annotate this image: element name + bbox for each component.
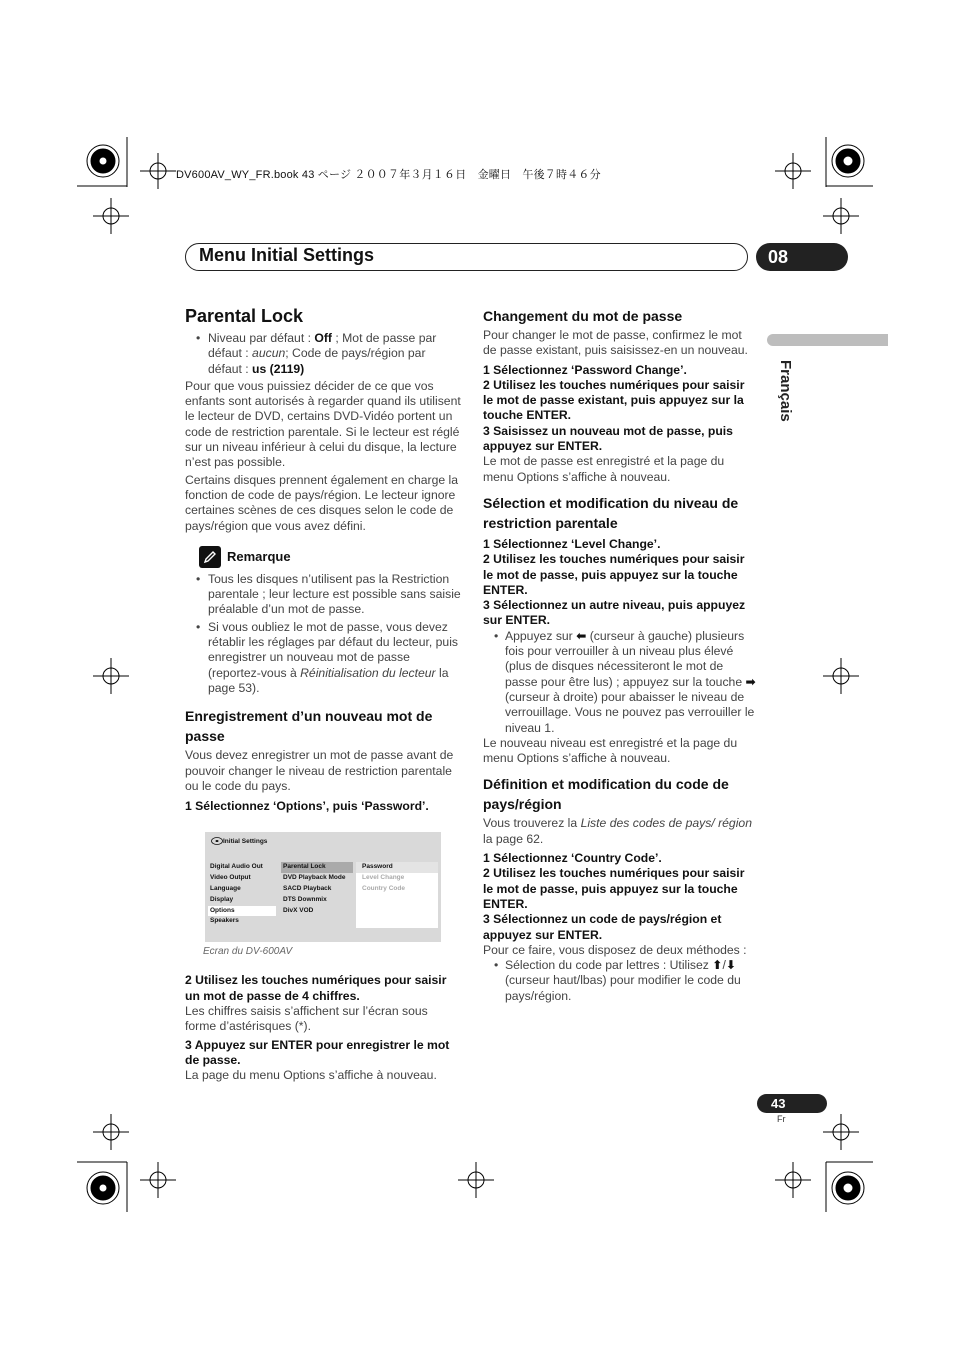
settings-screenshot <box>205 832 441 942</box>
screen-menu-item: SACD Playback <box>283 885 332 893</box>
screen-menu-main <box>208 862 276 927</box>
intro-paragraph: Pour que vous puissiez décider de ce que vos enfants sont autorisés à regarder quand ils utilisent le lecteur de DVD, certains DVD-Vidéo portent un code de restriction parentale. Si le lecteur est réglé sur un niveau inférieur à celui du disque, la lecture n’est pas possible. <box>185 378 461 470</box>
screen-menu-item: Video Output <box>210 874 251 882</box>
left-arrow-icon: ⬅ <box>576 628 587 643</box>
screenshot-caption: Ecran du DV-600AV <box>203 946 293 958</box>
screen-menu-options <box>281 862 353 916</box>
change-password-paragraph: Pour changer le mot de passe, confirmez le mot de passe existant, puis saisissez-en un nouveau. <box>483 328 748 358</box>
step-1: 1 Sélectionnez ‘Options’, puis ‘Password’. <box>185 799 429 814</box>
step-3: 3 Sélectionnez un autre niveau, puis appuyez sur ENTER. <box>483 598 746 628</box>
note-title: Remarque <box>227 549 291 565</box>
screen-menu-item: Display <box>210 895 234 903</box>
step-2: 2 Utilisez les touches numériques pour saisir le mot de passe, puis appuyez sur la touche ENTER. <box>483 552 745 597</box>
note-item: • Tous les disques n’utilisent pas la Restriction parentale ; leur lecture est possible sans saisie préalable d’un mot de passe. <box>185 572 461 618</box>
step-2: 2 Utilisez les touches numériques pour saisir un mot de passe de 4 chiffres. <box>185 973 447 1003</box>
step-1: 1 Sélectionnez ‘Level Change’. <box>483 536 661 551</box>
disc-icon <box>211 837 223 845</box>
screen-menu-item: DivX VOD <box>283 906 314 914</box>
step-2: 2 Utilisez les touches numériques pour saisir le mot de passe, puis appuyez sur la touche ENTER. <box>483 866 745 911</box>
subheading-change-password: Changement du mot de passe <box>483 308 683 324</box>
step-3-paragraph: Le mot de passe est enregistré et la page du menu Options s’affiche à nouveau. <box>483 454 725 484</box>
screen-menu-item: DVD Playback Mode <box>283 874 346 882</box>
screen-title: Initial Settings <box>223 838 268 846</box>
note-header <box>199 546 461 568</box>
level-bullet: • Appuyez sur ⬅ (curseur à gauche) plusieurs fois pour verrouiller à un niveau plus élevé (plus de disques nécessiteront le mot de passe pour être lus) ; appuyez sur la touche ➡ (curseur à droite) pour abaisser le niveau de verrouillage. Vous ne pouvez pas verrouiller le niveau 1. <box>483 629 757 736</box>
chapter-number: 08 <box>756 243 848 271</box>
screen-menu-item: Level Change <box>362 874 405 882</box>
page-language: Fr <box>777 1114 786 1124</box>
step-3: 3 Appuyez sur ENTER pour enregistrer le mot de passe. <box>185 1037 450 1067</box>
step-2: 2 Utilisez les touches numériques pour saisir le mot de passe existant, puis appuyez sur la touche ENTER. <box>483 377 745 423</box>
screen-menu-parental <box>356 862 438 928</box>
country-code-paragraph: Vous trouverez la Liste des codes de pays/ région la page 62. <box>483 816 752 846</box>
country-bullet: • Sélection du code par lettres : Utilisez ⬆/⬇ (curseur haut/lbas) pour modifier le code du pays/région. <box>483 958 757 1004</box>
step-1: 1 Sélectionnez ‘Password Change’. <box>483 362 687 377</box>
print-header: DV600AV_WY_FR.book 43 ページ ２００７年３月１６日 金曜日 午後７時４６分 <box>176 169 601 181</box>
left-column <box>185 306 461 1084</box>
subheading-country-code: Définition et modification du code de pays/région <box>483 776 729 813</box>
step-1: 1 Sélectionnez ‘Country Code’. <box>483 851 662 866</box>
note-pencil-icon <box>199 546 221 568</box>
step-3-paragraph: Pour ce faire, vous disposez de deux méthodes : <box>483 942 747 957</box>
screen-menu-item: Country Code <box>362 885 405 893</box>
note-item: • Si vous oubliez le mot de passe, vous devez rétablir les réglages par défaut du lecteur, puis enregistrer un nouveau mot de passe (reportez-vous à Réinitialisation du lecteur la page 53). <box>185 620 461 696</box>
level-paragraph: Le nouveau niveau est enregistré et la page du menu Options s’affiche à nouveau. <box>483 735 738 766</box>
up-arrow-icon: ⬆ <box>712 958 723 973</box>
subheading-level: Sélection et modification du niveau de restriction parentale <box>483 494 739 531</box>
screen-menu-item: Speakers <box>210 917 239 925</box>
section-title-parental-lock: Parental Lock <box>185 306 304 326</box>
screen-menu-item: DTS Downmix <box>283 895 327 903</box>
region-paragraph: Certains disques prennent également en charge la fonction de code de pays/région. Le lecteur ignore certaines scènes de ces disques selon le code de pays/région que vous avez défini. <box>185 472 459 533</box>
screen-menu-item: Language <box>210 885 241 893</box>
defaults-bullet: • Niveau par défaut : Off ; Mot de passe par défaut : aucun; Code de pays/région par défaut : us (2119) <box>185 331 461 377</box>
page-number: 43 <box>757 1094 827 1113</box>
screen-menu-item-selected: Parental Lock <box>281 862 353 873</box>
language-tab-bar <box>767 334 888 346</box>
screen-menu-item: Digital Audio Out <box>210 863 263 871</box>
new-password-paragraph: Vous devez enregistrer un mot de passe avant de pouvoir changer le niveau de restriction parentale ou le code du pays. <box>185 748 454 793</box>
language-tab-label: Français <box>777 360 794 422</box>
right-column <box>483 306 757 1004</box>
right-arrow-icon: ➡ <box>745 674 756 689</box>
step-3: 3 Saisissez un nouveau mot de passe, puis appuyez sur ENTER. <box>483 423 733 454</box>
step-3: 3 Sélectionnez un code de pays/région et appuyez sur ENTER. <box>483 912 722 942</box>
down-arrow-icon: ⬇ <box>725 958 737 973</box>
step-3-paragraph: La page du menu Options s’affiche à nouveau. <box>185 1068 437 1083</box>
chapter-title: Menu Initial Settings <box>199 245 375 265</box>
screen-menu-item-selected: Password <box>356 862 438 873</box>
step-2-paragraph: Les chiffres saisis s’affichent sur l’écran sous forme d’astérisques (*). <box>185 1004 428 1034</box>
screen-menu-item-selected: Options <box>208 906 276 917</box>
subheading-new-password: Enregistrement d’un nouveau mot de passe <box>185 708 433 745</box>
